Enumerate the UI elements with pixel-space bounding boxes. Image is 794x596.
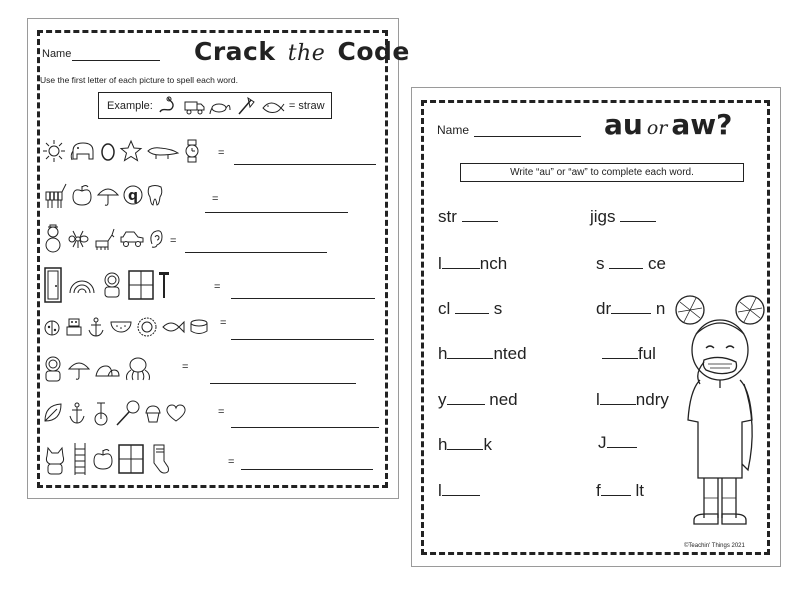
word-item: dr n [596, 299, 666, 318]
word-item: jigs [590, 207, 656, 227]
cat-icon [42, 442, 68, 476]
crack-the-code-worksheet [27, 18, 410, 499]
blank-line[interactable] [447, 404, 485, 405]
umbrella-icon [67, 357, 91, 381]
unicycle-icon [90, 399, 112, 427]
truck-icon [183, 96, 205, 116]
title-word-aw: aw? [671, 108, 733, 141]
example-answer: = straw [288, 99, 325, 112]
code-row-3 [42, 223, 164, 255]
blank-line[interactable] [607, 447, 637, 448]
copyright-text: ©Teachin' Things 2021 [684, 543, 745, 549]
word-item: s ce [596, 254, 666, 273]
blank-line[interactable] [600, 404, 636, 405]
snake-icon [157, 96, 179, 116]
title-word-crack: Crack [194, 37, 276, 66]
sock-icon [148, 443, 170, 475]
drum-icon [188, 317, 210, 337]
name-line [474, 136, 581, 137]
sun-icon [42, 139, 66, 163]
au-or-aw-worksheet [411, 87, 781, 567]
title-word-code: Code [337, 37, 410, 66]
example-box [98, 92, 332, 119]
page-title [604, 108, 732, 141]
elephant-icon [69, 139, 97, 163]
blank-line[interactable] [447, 449, 483, 450]
ladybug-icon [42, 317, 62, 337]
alligator-icon [146, 139, 180, 163]
girl-illustration [674, 288, 766, 540]
answer-line[interactable] [231, 298, 375, 299]
equals-sign: = [214, 281, 221, 293]
word-item: l ndry [596, 390, 669, 409]
rocks-icon [94, 359, 120, 379]
name-line [72, 60, 160, 61]
answer-line[interactable] [231, 339, 374, 340]
astronaut-icon [42, 355, 64, 383]
umbrella-icon [96, 183, 120, 207]
anchor-icon [86, 316, 106, 338]
ladder-icon [71, 441, 89, 477]
answer-line[interactable] [231, 427, 379, 428]
blank-line[interactable] [602, 358, 638, 359]
q-letter-icon [123, 183, 143, 207]
equals-sign: = [220, 317, 227, 329]
code-row-6 [42, 353, 153, 385]
window-icon [127, 269, 155, 301]
leaf-icon [42, 401, 64, 425]
instructions-box: Write “au” or “aw” to complete each word. [460, 163, 744, 182]
unicorn-icon [92, 227, 116, 251]
watch-icon [183, 139, 201, 163]
code-row-2 [42, 179, 164, 211]
word-item: h nted [438, 344, 527, 363]
door-icon [42, 266, 64, 304]
word-item: J [598, 433, 637, 453]
blank-line[interactable] [609, 268, 643, 269]
star-icon [119, 139, 143, 163]
window-icon [117, 443, 145, 475]
rainbow-icon [67, 273, 97, 297]
blank-line[interactable] [442, 495, 480, 496]
word-item: y ned [438, 390, 518, 409]
car-icon [119, 229, 145, 249]
code-row-5 [42, 311, 210, 343]
ear-icon [148, 228, 164, 250]
blank-line[interactable] [620, 221, 656, 222]
blank-line[interactable] [447, 358, 493, 359]
anchor-icon [67, 401, 87, 425]
title-word-or: or [646, 117, 668, 139]
word-item: ful [602, 344, 656, 364]
robot-icon [65, 316, 83, 338]
code-row-8 [42, 439, 170, 479]
answer-line[interactable] [185, 252, 327, 253]
zebra-icon [42, 180, 68, 210]
instructions: Use the first letter of each picture to spell each word. [40, 75, 238, 85]
svg-text:q: q [127, 188, 139, 204]
astronaut-icon [100, 271, 124, 299]
page-title [194, 37, 410, 66]
blank-line[interactable] [611, 313, 651, 314]
apple-icon [92, 447, 114, 471]
blank-line[interactable] [601, 495, 631, 496]
apple-icon [71, 183, 93, 207]
equals-sign: = [182, 361, 189, 373]
example-label: Example: [107, 99, 153, 112]
equals-sign: = [212, 193, 219, 205]
answer-line[interactable] [241, 469, 373, 470]
equals-sign: = [170, 235, 177, 247]
blank-line[interactable] [442, 268, 480, 269]
equals-sign: = [228, 456, 235, 468]
cupcake-icon [144, 402, 162, 424]
whale-icon [261, 96, 285, 116]
code-row-4 [42, 265, 170, 305]
name-label: Name [42, 48, 72, 60]
code-row-1 [42, 135, 201, 167]
equals-sign: = [218, 147, 225, 159]
word-item: l nch [438, 254, 508, 273]
word-item: l [438, 481, 480, 501]
nail-icon [158, 270, 170, 300]
word-item: f lt [596, 481, 644, 500]
heart-icon [165, 403, 187, 423]
axe-icon [235, 96, 257, 116]
octopus-icon [123, 356, 153, 382]
code-row-7 [42, 397, 187, 429]
ant-icon [67, 227, 89, 251]
blank-line[interactable] [455, 313, 489, 314]
net-icon [115, 399, 141, 427]
word-item: cl s [438, 299, 503, 318]
answer-line[interactable] [234, 164, 376, 165]
answer-line[interactable] [205, 212, 348, 213]
tooth-icon [146, 183, 164, 207]
word-item: str [438, 207, 498, 227]
title-word-the: the [287, 41, 326, 66]
word-item: h k [438, 435, 492, 454]
snowman-icon [42, 224, 64, 254]
lion-icon [136, 316, 158, 338]
name-label: Name [437, 123, 470, 137]
rat-icon [209, 96, 231, 116]
title-word-au: au [604, 108, 643, 141]
equals-sign: = [218, 406, 225, 418]
watermelon-icon [109, 318, 133, 336]
blank-line[interactable] [462, 221, 498, 222]
answer-line[interactable] [210, 383, 356, 384]
fish-icon [161, 317, 185, 337]
egg-icon [100, 139, 116, 163]
